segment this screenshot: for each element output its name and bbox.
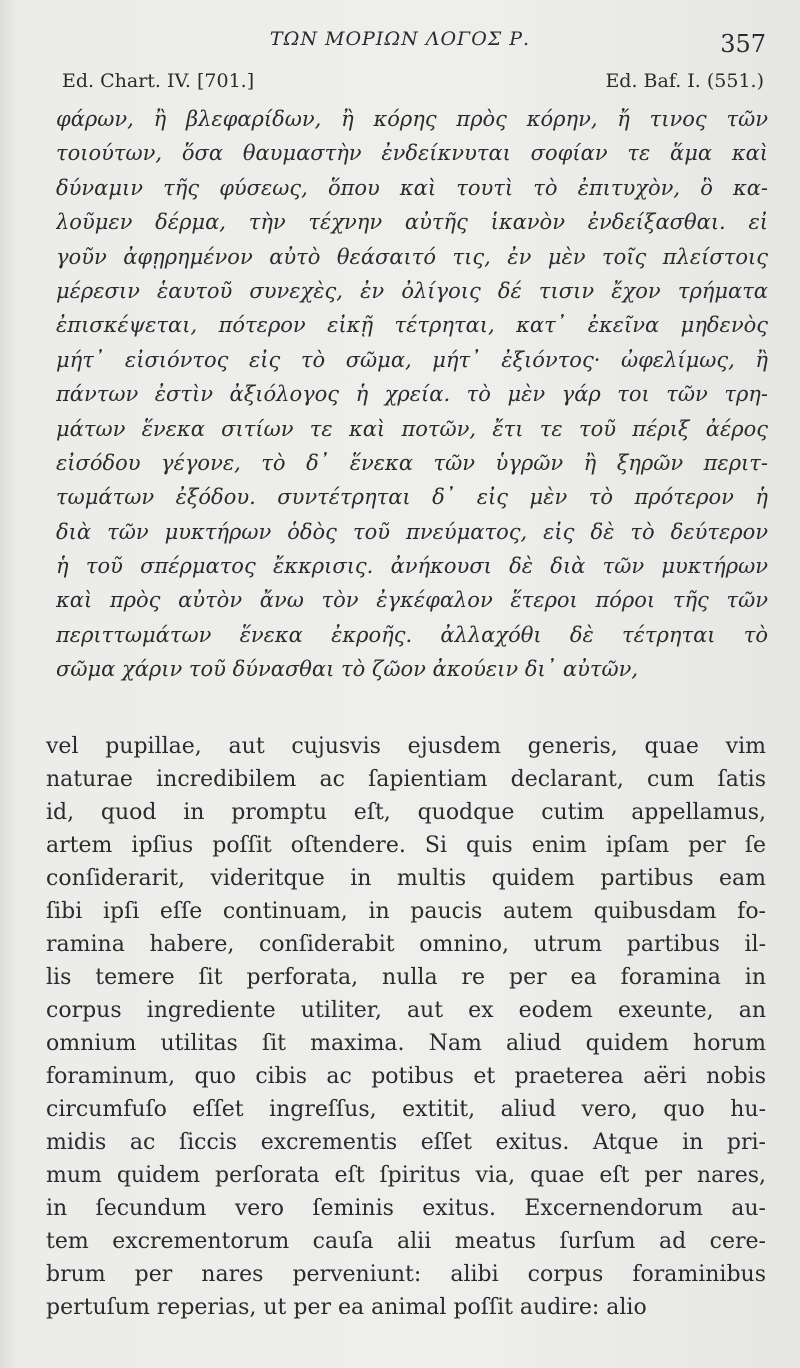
latin-text-line: artem ipſius poſſit oſtendere. Si quis enim ipſam per ſe [46,833,766,858]
latin-text-line: brum per nares perveniunt: alibi corpus foraminibus [46,1262,766,1287]
greek-text-line: ἡ τοῦ σπέρματος ἔκκρισις. ἀνήκουσι δὲ διὰ τῶν μυκτήρων [56,554,768,579]
greek-text-line: γοῦν ἀφῃρημένον αὐτὸ θεάσαιτό τις, ἐν μὲν τοῖς πλείστοις [56,244,768,269]
latin-text-block [46,730,766,1324]
latin-text-line: corpus ingrediente utiliter, aut ex eodem exeunte, an [46,998,766,1023]
edition-reference-right: Ed. Baf. I. (551.) [605,70,764,92]
latin-text-line: omnium utilitas ſit maxima. Nam aliud quidem horum [46,1031,766,1056]
latin-text-line: midis ac ſiccis excrementis eſſet exitus. Atque in pri- [46,1130,766,1155]
latin-text-line: mum quidem perſorata eſt ſpiritus via, quae eſt per nares, [46,1163,766,1188]
running-title: ΤΩΝ ΜΟΡΙΩΝ ΛΟΓΟΣ Ρ. [269,28,531,50]
latin-text-line: circumfuſo eſſet ingreſſus, extitit, aliud vero, quo hu- [46,1097,766,1122]
greek-text-line: μήτ᾽ εἰσιόντος εἰς τὸ σῶμα, μήτ᾽ ἐξιόντος· ὠφελίμως, ἢ [56,347,768,372]
latin-text-line: conſiderarit, videritque in multis quidem partibus eam [46,866,766,891]
greek-text-line: λοῦμεν δέρμα, τὴν τέχνην αὐτῆς ἱκανὸν ἐνδείξασθαι. εἰ [56,210,768,235]
latin-text-line: vel pupillae, aut cujusvis ejusdem generis, quae vim [46,734,766,759]
greek-text-line: περιττωμάτων ἕνεκα ἐκροῆς. ἀλλαχόθι δὲ τέτρηται τὸ [56,622,768,647]
latin-text-line: lis temere ſit perforata, nulla re per ea foramina in [46,965,766,990]
latin-text-line: id, quod in promptu eſt, quodque cutim appellamus, [46,800,766,825]
greek-text-line: διὰ τῶν μυκτήρων ὁδὸς τοῦ πνεύματος, εἰς δὲ τὸ δεύτερον [56,519,768,544]
latin-text-line: ramina habere, conſiderabit omnino, utrum partibus il- [46,932,766,957]
latin-text-line: tem excrementorum cauſa alii meatus ſurſum ad cere- [46,1229,766,1254]
latin-text-line: naturae incredibilem ac ſapientiam declarant, cum ſatis [46,767,766,792]
greek-text-line: τοιούτων, ὅσα θαυμαστὴν ἐνδείκνυται σοφίαν τε ἅμα καὶ [56,141,768,166]
greek-text-line: δύναμιν τῆς φύσεως, ὅπου καὶ τουτὶ τὸ ἐπιτυχὸν, ὃ κα- [56,175,768,200]
greek-text-block [56,102,768,687]
latin-text-line: pertuſum reperias, ut per ea animal poſſit audire: alio [46,1295,647,1320]
greek-text-line: εἰσόδου γέγονε, τὸ δ᾽ ἕνεκα τῶν ὑγρῶν ἢ ξηρῶν περιτ- [56,450,768,475]
greek-text-line: καὶ πρὸς αὐτὸν ἄνω τὸν ἐγκέφαλον ἕτεροι πόροι τῆς τῶν [56,588,768,613]
latin-text-line: in ſecundum vero ſeminis exitus. Excernendorum au- [46,1196,766,1221]
latin-text-line: foraminum, quo cibis ac potibus et praeterea aëri nobis [46,1064,766,1089]
greek-text-line: μάτων ἕνεκα σιτίων τε καὶ ποτῶν, ἔτι τε τοῦ πέριξ ἀέρος [56,416,768,441]
greek-text-line: σῶμα χάριν τοῦ δύνασθαι τὸ ζῶον ἀκούειν δι᾽ αὐτῶν, [56,657,639,682]
page-number: 357 [720,30,766,58]
greek-text-line: τωμάτων ἐξόδου. συντέτρηται δ᾽ εἰς μὲν τὸ πρότερον ἡ [56,485,768,510]
edition-reference-left: Ed. Chart. IV. [701.] [62,70,255,92]
greek-text-line: μέρεσιν ἑαυτοῦ συνεχὲς, ἐν ὀλίγοις δέ τισιν ἔχον τρήματα [56,278,768,303]
latin-text-line: ſibi ipſi eſſe continuam, in paucis autem quibusdam fo- [46,899,766,924]
greek-text-line: πάντων ἐστὶν ἀξιόλογος ἡ χρεία. τὸ μὲν γάρ τοι τῶν τρη- [56,382,768,407]
greek-text-line: ἐπισκέψεται, πότερον εἰκῇ τέτρηται, κατ᾽ ἐκεῖνα μηδενὸς [56,313,768,338]
greek-text-line: φάρων, ἢ βλεφαρίδων, ἢ κόρης πρὸς κόρην, ἤ τινος τῶν [56,107,768,131]
